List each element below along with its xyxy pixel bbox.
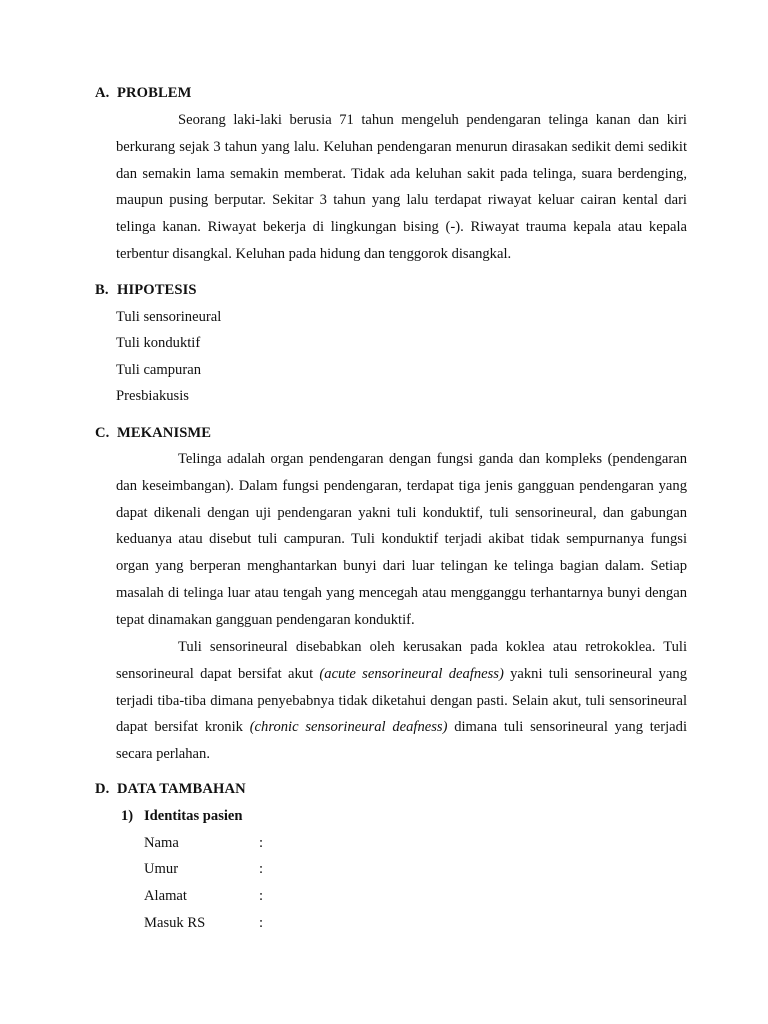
mekanisme-paragraph-1 [116,446,687,634]
mekanisme-text-2c: yakni tuli sensorineural yang terjadi tiba-tiba dimana penyebabnya tidak diketahui dengan pasti. Selain akut, tuli sensorineural dapat bersifat kronik [116,665,687,736]
hipotesis-item: Tuli konduktif [116,335,201,351]
subsection-heading-identitas [121,808,243,825]
subsection-title: Identitas pasien [144,808,243,824]
field-label: Masuk RS [144,915,206,931]
section-letter: D. [95,781,110,797]
section-title: PROBLEM [117,85,192,101]
field-nama [144,835,264,852]
mekanisme-text-2a: Tuli sensorineural disebabkan oleh kerusakan pada koklea atau retrokoklea. Tuli sensorineural dapat bersifat akut [116,639,687,682]
field-label: Umur [144,861,179,877]
hipotesis-item: Presbiakusis [116,388,189,404]
field-masuk-rs [144,915,264,932]
section-heading-data-tambahan [95,781,246,798]
field-label: Nama [144,835,179,851]
section-title: HIPOTESIS [117,282,197,298]
field-colon: : [259,861,264,877]
chronic-term: (chronic sensorineural deafness) [249,719,448,736]
mekanisme-text-2e: dimana tuli sensorineural yang terjadi secara perlahan. [116,719,687,763]
field-umur [144,861,264,878]
hipotesis-item: Tuli sensorineural [116,309,222,325]
section-letter: C. [95,425,110,441]
section-title: MEKANISME [117,425,212,441]
field-label: Alamat [144,888,187,904]
acute-term: (acute sensorineural deafness) [319,665,504,682]
section-heading-mekanisme [95,425,211,442]
problem-paragraph [116,107,687,268]
section-title: DATA TAMBAHAN [117,781,246,797]
mekanisme-paragraph-2 [116,634,687,768]
mekanisme-text-1: Telinga adalah organ pendengaran dengan fungsi ganda dan kompleks (pendengaran dan keseimbangan). Dalam fungsi pendengaran, terdapat tiga jenis gangguan pendengaran yang dapat dikenali dengan uji pendengaran yakni tuli konduktif, tuli sensorineural, dan gabungan keduanya atau disebut tuli campuran. Tuli konduktif terjadi akibat tidak sempurnanya fungsi organ yang berperan menghantarkan bunyi dari luar telingan ke telinga bagian dalam. Setiap masalah di telinga luar atau tengah yang mencegah atau mengganggu terhantarnya bunyi dengan tepat dinamakan gangguan pendengaran konduktif. [116,451,687,628]
hipotesis-item: Tuli campuran [116,362,201,378]
field-colon: : [259,835,264,851]
field-alamat [144,888,264,905]
field-colon: : [259,915,264,931]
subsection-number: 1) [121,808,134,824]
section-heading-hipotesis [95,282,197,299]
section-letter: B. [95,282,109,298]
section-letter: A. [95,85,110,101]
field-colon: : [259,888,264,904]
section-heading-problem [95,85,191,102]
problem-text: Seorang laki-laki berusia 71 tahun mengeluh pendengaran telinga kanan dan kiri berkurang sejak 3 tahun yang lalu. Keluhan pendengaran menurun dirasakan sedikit demi sedikit dan semakin lama semakin memberat. Tidak ada keluhan sakit pada telinga, suara berdenging, maupun pusing berputar. Sekitar 3 tahun yang lalu terdapat riwayat keluar cairan kental dari telinga kanan. Riwayat bekerja di lingkungan bising (-). Riwayat trauma kepala atau kepala terbentur disangkal. Keluhan pada hidung dan tenggorok disangkal. [116,112,687,262]
